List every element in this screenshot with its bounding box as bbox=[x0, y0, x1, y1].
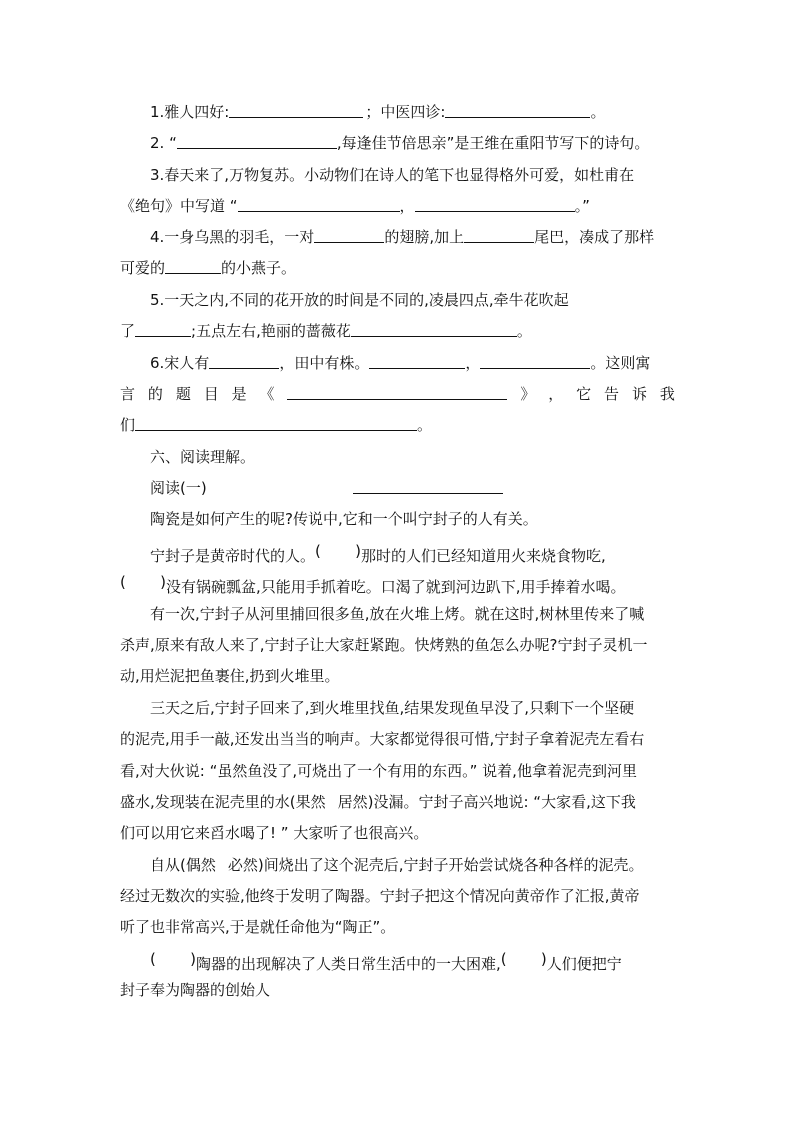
answer-blank[interactable] bbox=[480, 353, 590, 369]
paragraph-6-line-2: 封子奉为陶器的创始人 bbox=[120, 981, 271, 999]
title-blank[interactable] bbox=[353, 478, 503, 494]
question-6-line-1: 6.宋人有 ，田中有株。 ， 。这则寓 bbox=[150, 354, 651, 372]
question-6-line-2: 言 的 题 目 是 《 》 ， 它 告 诉 我 bbox=[120, 385, 675, 403]
paragraph-3-line-3: 动,用烂泥把鱼裹住,扔到火堆里。 bbox=[120, 667, 340, 685]
question-4-line-1: 4.一身乌黑的羽毛，一对 的翅膀,加上 尾巴，凑成了那样 bbox=[150, 228, 655, 246]
question-6-line-3: 们 。 bbox=[120, 416, 433, 434]
paragraph-2-line-2: ( )没有锅碗瓢盆,只能用手抓着吃。口渴了就到河边趴下,用手捧着水喝。 bbox=[120, 572, 675, 592]
answer-blank[interactable] bbox=[177, 133, 337, 149]
answer-blank[interactable] bbox=[415, 196, 575, 212]
paragraph-4-line-1: 三天之后,宁封子回来了,到火堆里找鱼,结果发现鱼早没了,只剩下一个坚硬 bbox=[150, 699, 635, 717]
answer-blank[interactable] bbox=[209, 353, 279, 369]
answer-blank[interactable] bbox=[229, 102, 363, 118]
word-blank[interactable] bbox=[501, 949, 547, 969]
answer-blank[interactable] bbox=[314, 227, 384, 243]
paragraph-6-line-1: ( )陶器的出现解决了人类日常生活中的一大困难,( ) 人们便把宁 bbox=[120, 949, 675, 969]
answer-blank[interactable] bbox=[135, 321, 191, 337]
question-2: 2. “ ,每逢佳节倍思亲”是王维在重阳节写下的诗句。 bbox=[150, 134, 650, 152]
paragraph-3-line-1: 有一次,宁封子从河里捕回很多鱼,放在火堆上烤。就在这时,树林里传来了喊 bbox=[150, 605, 645, 623]
reading-title: 阅读(一) bbox=[150, 479, 207, 497]
answer-blank[interactable] bbox=[351, 321, 517, 337]
section-heading: 六、阅读理解。 bbox=[150, 448, 256, 466]
word-blank[interactable] bbox=[120, 572, 166, 592]
paragraph-4-line-2: 的泥壳,用手一敲,还发出当当的响声。大家都觉得很可惜,宁封子拿着泥壳左看右 bbox=[120, 730, 645, 748]
paragraph-3-line-2: 杀声,原来有敌人来了,宁封子让大家赶紧跑。快烤熟的鱼怎么办呢?宁封子灵机一 bbox=[120, 636, 648, 654]
answer-blank[interactable] bbox=[464, 227, 534, 243]
paragraph-4-line-4: 盛水,发现装在泥壳里的水(果然 居然)没漏。宁封子高兴地说: “大家看,这下我 bbox=[120, 793, 636, 811]
answer-blank[interactable] bbox=[369, 353, 465, 369]
answer-blank[interactable] bbox=[165, 258, 221, 274]
question-5-line-2: 了 ;五点左右,艳丽的蔷薇花 。 bbox=[120, 322, 532, 340]
question-1: 1.雅人四好: ；中医四诊: 。 bbox=[150, 103, 606, 121]
question-5-line-1: 5.一天之内,不同的花开放的时间是不同的,凌晨四点,牵牛花吹起 bbox=[150, 291, 569, 309]
word-blank[interactable] bbox=[315, 541, 361, 561]
answer-blank[interactable] bbox=[238, 196, 400, 212]
word-blank[interactable] bbox=[150, 949, 196, 969]
paragraph-1: 陶瓷是如何产生的呢?传说中,它和一个叫宁封子的人有关。 bbox=[150, 510, 538, 528]
paragraph-5-line-2: 经过无数次的实验,他终于发明了陶器。宁封子把这个情况向黄帝作了汇报,黄帝 bbox=[120, 887, 640, 905]
paragraph-5-line-1: 自从(偶然 必然)间烧出了这个泥壳后,宁封子开始尝试烧各种各样的泥壳。 bbox=[150, 856, 644, 874]
paragraph-5-line-3: 听了也非常高兴,于是就任命他为“陶正”。 bbox=[120, 918, 396, 936]
answer-blank[interactable] bbox=[135, 415, 417, 431]
answer-blank[interactable] bbox=[445, 102, 590, 118]
answer-blank[interactable] bbox=[287, 384, 507, 400]
reading-title-row bbox=[120, 478, 675, 498]
question-4-line-2: 可爱的 的小燕子。 bbox=[120, 259, 297, 277]
question-3-line-2: 《绝句》中写道 “ ， 。” bbox=[120, 197, 590, 215]
paragraph-2-line-1: 宁封子是黄帝时代的人。( ) 那时的人们已经知道用火来烧食物吃, bbox=[120, 541, 675, 561]
paragraph-4-line-3: 看,对大伙说: “虽然鱼没了,可烧出了一个有用的东西。” 说着,他拿着泥壳到河里 bbox=[120, 762, 637, 780]
question-3-line-1: 3.春天来了,万物复苏。小动物们在诗人的笔下也显得格外可爱，如杜甫在 bbox=[150, 166, 635, 184]
paragraph-4-line-5: 们可以用它来舀水喝了! ” 大家听了也很高兴。 bbox=[120, 824, 429, 842]
